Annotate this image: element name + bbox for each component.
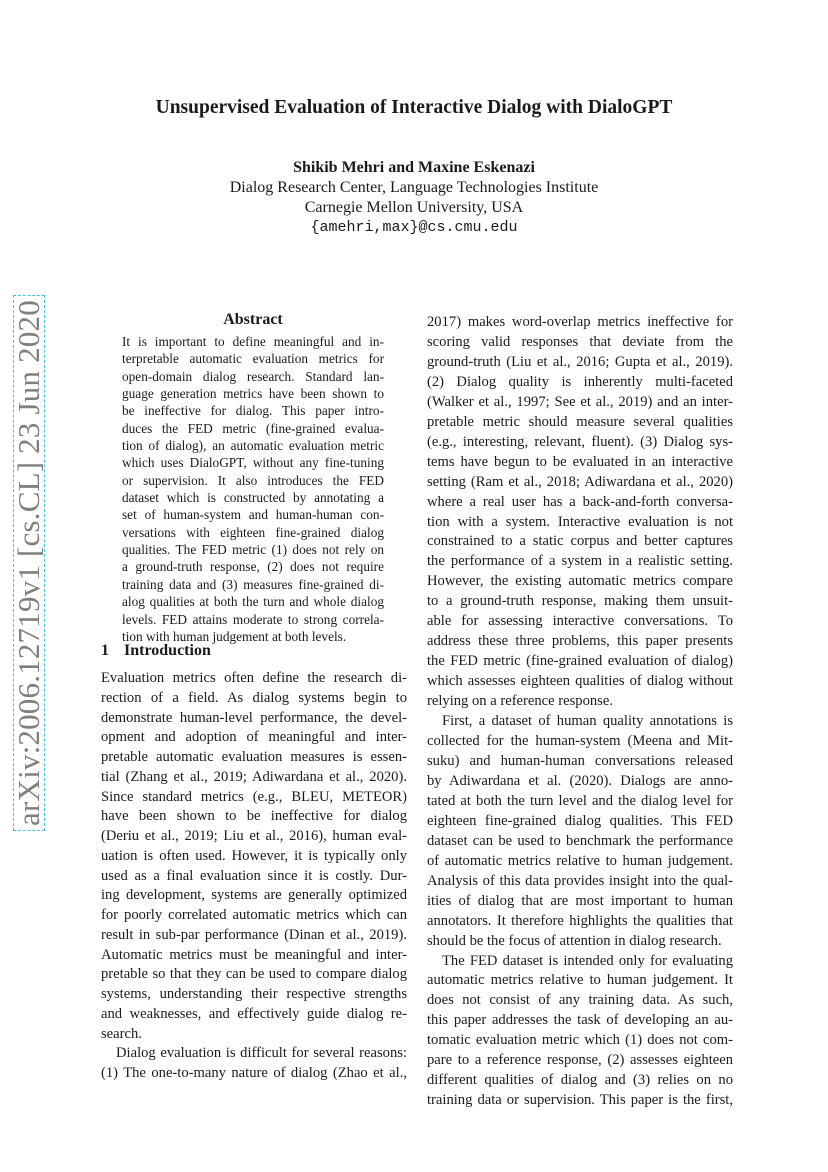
abstract-line: training data and (3) measures fine-grained di-: [122, 576, 384, 592]
right-column-line: setting (Ram et al., 2018; Adiwardana et al., 2020): [427, 473, 733, 490]
right-column-line: suku) and human-human conversations released: [427, 752, 733, 769]
right-column-line: First, a dataset of human quality annotations is: [442, 713, 733, 730]
author-block: [0, 158, 828, 238]
section-title: Introduction: [124, 642, 211, 659]
left-column-line: have been shown to be ineffective for dialog: [101, 808, 407, 825]
right-column-line: automatic metrics relative to human judgement. It: [427, 972, 733, 989]
left-column-line: demonstrate human-level performance, the devel-: [101, 709, 407, 726]
affiliation-line-1: Dialog Research Center, Language Technologies Institute: [229, 179, 599, 196]
left-column-line: systems, understanding their respective strengths: [101, 986, 407, 1002]
right-column-line: The FED dataset is intended only for evaluating: [442, 952, 733, 969]
right-column-line: training data or supervision. This paper is the first,: [427, 1092, 733, 1109]
left-column-line: opment and adoption of meaningful and inter-: [101, 729, 407, 746]
left-column-line: ing development, systems are generally optimized: [101, 887, 407, 904]
abstract-heading: Abstract: [223, 311, 283, 328]
right-column-line: this paper addresses the task of developing an au-: [427, 1012, 733, 1029]
left-column-line: and weaknesses, and effectively guide dialog re-: [101, 1005, 407, 1022]
abstract-line: It is important to define meaningful and in-: [122, 334, 384, 349]
author-names: Shikib Mehri and Maxine Eskenazi: [293, 159, 535, 176]
left-column-line: result in sub-par performance (Dinan et al., 2019).: [101, 926, 407, 943]
left-column-line: pretable automatic evaluation measures is essen-: [101, 749, 407, 765]
left-column-line: rection of a field. As dialog systems begin to: [101, 689, 407, 706]
abstract-line: open-domain dialog research. Standard lan-: [122, 368, 384, 384]
right-column-line: Analysis of this data provides insight into the qual-: [427, 872, 733, 889]
right-column-line: should be the focus of attention in dialog research.: [427, 932, 722, 949]
abstract-line: a ground-truth response, (2) does not require: [122, 559, 384, 575]
right-column-line: ground-truth (Liu et al., 2016; Gupta et al., 2019).: [427, 353, 733, 370]
abstract-line: qualities. The FED metric (1) does not rely on: [122, 542, 384, 558]
abstract-line: duces the FED metric (fine-grained evalua-: [122, 420, 384, 436]
abstract-line: alog qualities at both the turn and whole dialog: [122, 594, 384, 610]
abstract-line: tion with human judgement at both levels.: [122, 628, 347, 644]
left-column-line: (Deriu et al., 2019; Liu et al., 2016), human eval-: [101, 828, 407, 844]
right-column-line: pare to a reference response, (2) assesses eighteen: [427, 1052, 733, 1069]
right-column-line: address these three problems, this paper presents: [427, 633, 733, 650]
right-column-line: relying on a reference response.: [427, 693, 613, 710]
right-column-line: dataset can be used to benchmark the performance: [427, 832, 733, 849]
right-column-line: ities of dialog that are most important to human: [427, 892, 733, 909]
left-column-line: Since standard metrics (e.g., BLEU, METEOR): [101, 788, 407, 805]
left-column-line: used as a final evaluation since it is costly. Dur-: [101, 867, 407, 884]
abstract-line: or supervision. It also introduces the FED: [122, 472, 384, 488]
right-column-line: able for assessing interactive conversations. To: [427, 613, 733, 630]
right-column-line: However, the existing automatic metrics compare: [427, 573, 733, 590]
abstract-line: levels. FED attains moderate to strong correla-: [122, 611, 384, 627]
abstract-line: set of human-system and human-human con-: [122, 507, 384, 523]
section-heading: [101, 642, 211, 660]
right-column-line: tomatic evaluation metric which (1) does not com-: [427, 1032, 733, 1049]
right-column-line: to a ground-truth response, making them unsuit-: [427, 593, 733, 610]
right-column-line: (e.g., interesting, relevant, fluent). (3) Dialog sys-: [427, 433, 733, 450]
left-column-line: Evaluation metrics often define the research di-: [101, 670, 407, 686]
right-column-line: eighteen fine-grained dialog qualities. This FED: [427, 812, 733, 829]
abstract-line: guage generation metrics have been shown to: [122, 386, 384, 402]
abstract-line: which uses DialoGPT, without any fine-tuning: [122, 455, 384, 471]
left-column-line: tial (Zhang et al., 2019; Adiwardana et al., 2020).: [101, 768, 407, 785]
right-column-line: tems have begun to be evaluated in an interactive: [427, 453, 733, 470]
right-column-line: tated at both the turn level and the dialog level for: [427, 792, 733, 809]
abstract-line: tion of dialog), an automatic evaluation metric: [122, 438, 384, 454]
right-column-line: (2) Dialog quality is inherently multi-faceted: [427, 373, 733, 390]
right-column-line: pretable metric should measure several qualities: [427, 413, 733, 430]
right-column-line: of automatic metrics relative to human judgement.: [427, 852, 733, 869]
left-column-line: search.: [101, 1025, 142, 1042]
right-column-text: [427, 313, 733, 1111]
right-column-line: which assesses eighteen qualities of dialog without: [427, 673, 733, 690]
arxiv-stamp: arXiv:2006.12719v1 [cs.CL] 23 Jun 2020: [14, 296, 44, 830]
abstract-line: terpretable automatic evaluation metrics for: [122, 351, 384, 367]
right-column-line: the performance of a system in a realistic setting.: [427, 553, 733, 570]
left-column-line: uation is often used. However, it is typically only: [101, 847, 407, 864]
right-column-line: tion with a system. Interactive evaluation is not: [427, 513, 733, 530]
author-email: {amehri,max}@cs.cmu.edu: [310, 219, 518, 236]
left-column-line: Automatic metrics must be meaningful and inter-: [101, 946, 407, 963]
right-column-line: annotators. It therefore highlights the qualities that: [427, 912, 733, 929]
section-number: 1: [101, 642, 109, 659]
left-column-line: for poorly correlated automatic metrics which can: [101, 907, 407, 923]
right-column-line: different qualities of dialog and (3) relies on no: [427, 1072, 733, 1089]
right-column-line: collected for the human-system (Meena and Mit-: [427, 733, 733, 750]
right-column-line: by Adiwardana et al. (2020). Dialogs are anno-: [427, 772, 733, 789]
left-column-text: [101, 669, 407, 1084]
right-column-line: scoring valid responses that deviate from the: [427, 333, 733, 350]
abstract-line: versations with eighteen fine-grained dialog: [122, 524, 384, 540]
left-column-line: (1) The one-to-many nature of dialog (Zhao et al.,: [101, 1065, 407, 1081]
affiliation-line-2: Carnegie Mellon University, USA: [304, 199, 524, 216]
abstract-line: dataset which is constructed by annotating a: [122, 490, 384, 506]
left-column-line: pretable so that they can be used to compare dialog: [101, 966, 407, 983]
left-column-line: Dialog evaluation is difficult for several reasons:: [116, 1045, 407, 1062]
right-column-line: the FED metric (fine-grained evaluation of dialog): [427, 653, 733, 670]
right-column-line: constrained to a static corpus and better captures: [427, 533, 733, 550]
right-column-line: does not consist of any training data. As such,: [427, 992, 733, 1009]
right-column-line: 2017) makes word-overlap metrics ineffective for: [427, 314, 733, 330]
right-column-line: where a real user has a back-and-forth conversa-: [427, 493, 733, 510]
right-column-line: (Walker et al., 1997; See et al., 2019) and an inter-: [427, 393, 733, 410]
paper-title: Unsupervised Evaluation of Interactive Dialog with DialoGPT: [155, 97, 673, 118]
abstract-body: [122, 333, 384, 645]
abstract-line: be ineffective for dialog. This paper intro-: [122, 403, 384, 419]
